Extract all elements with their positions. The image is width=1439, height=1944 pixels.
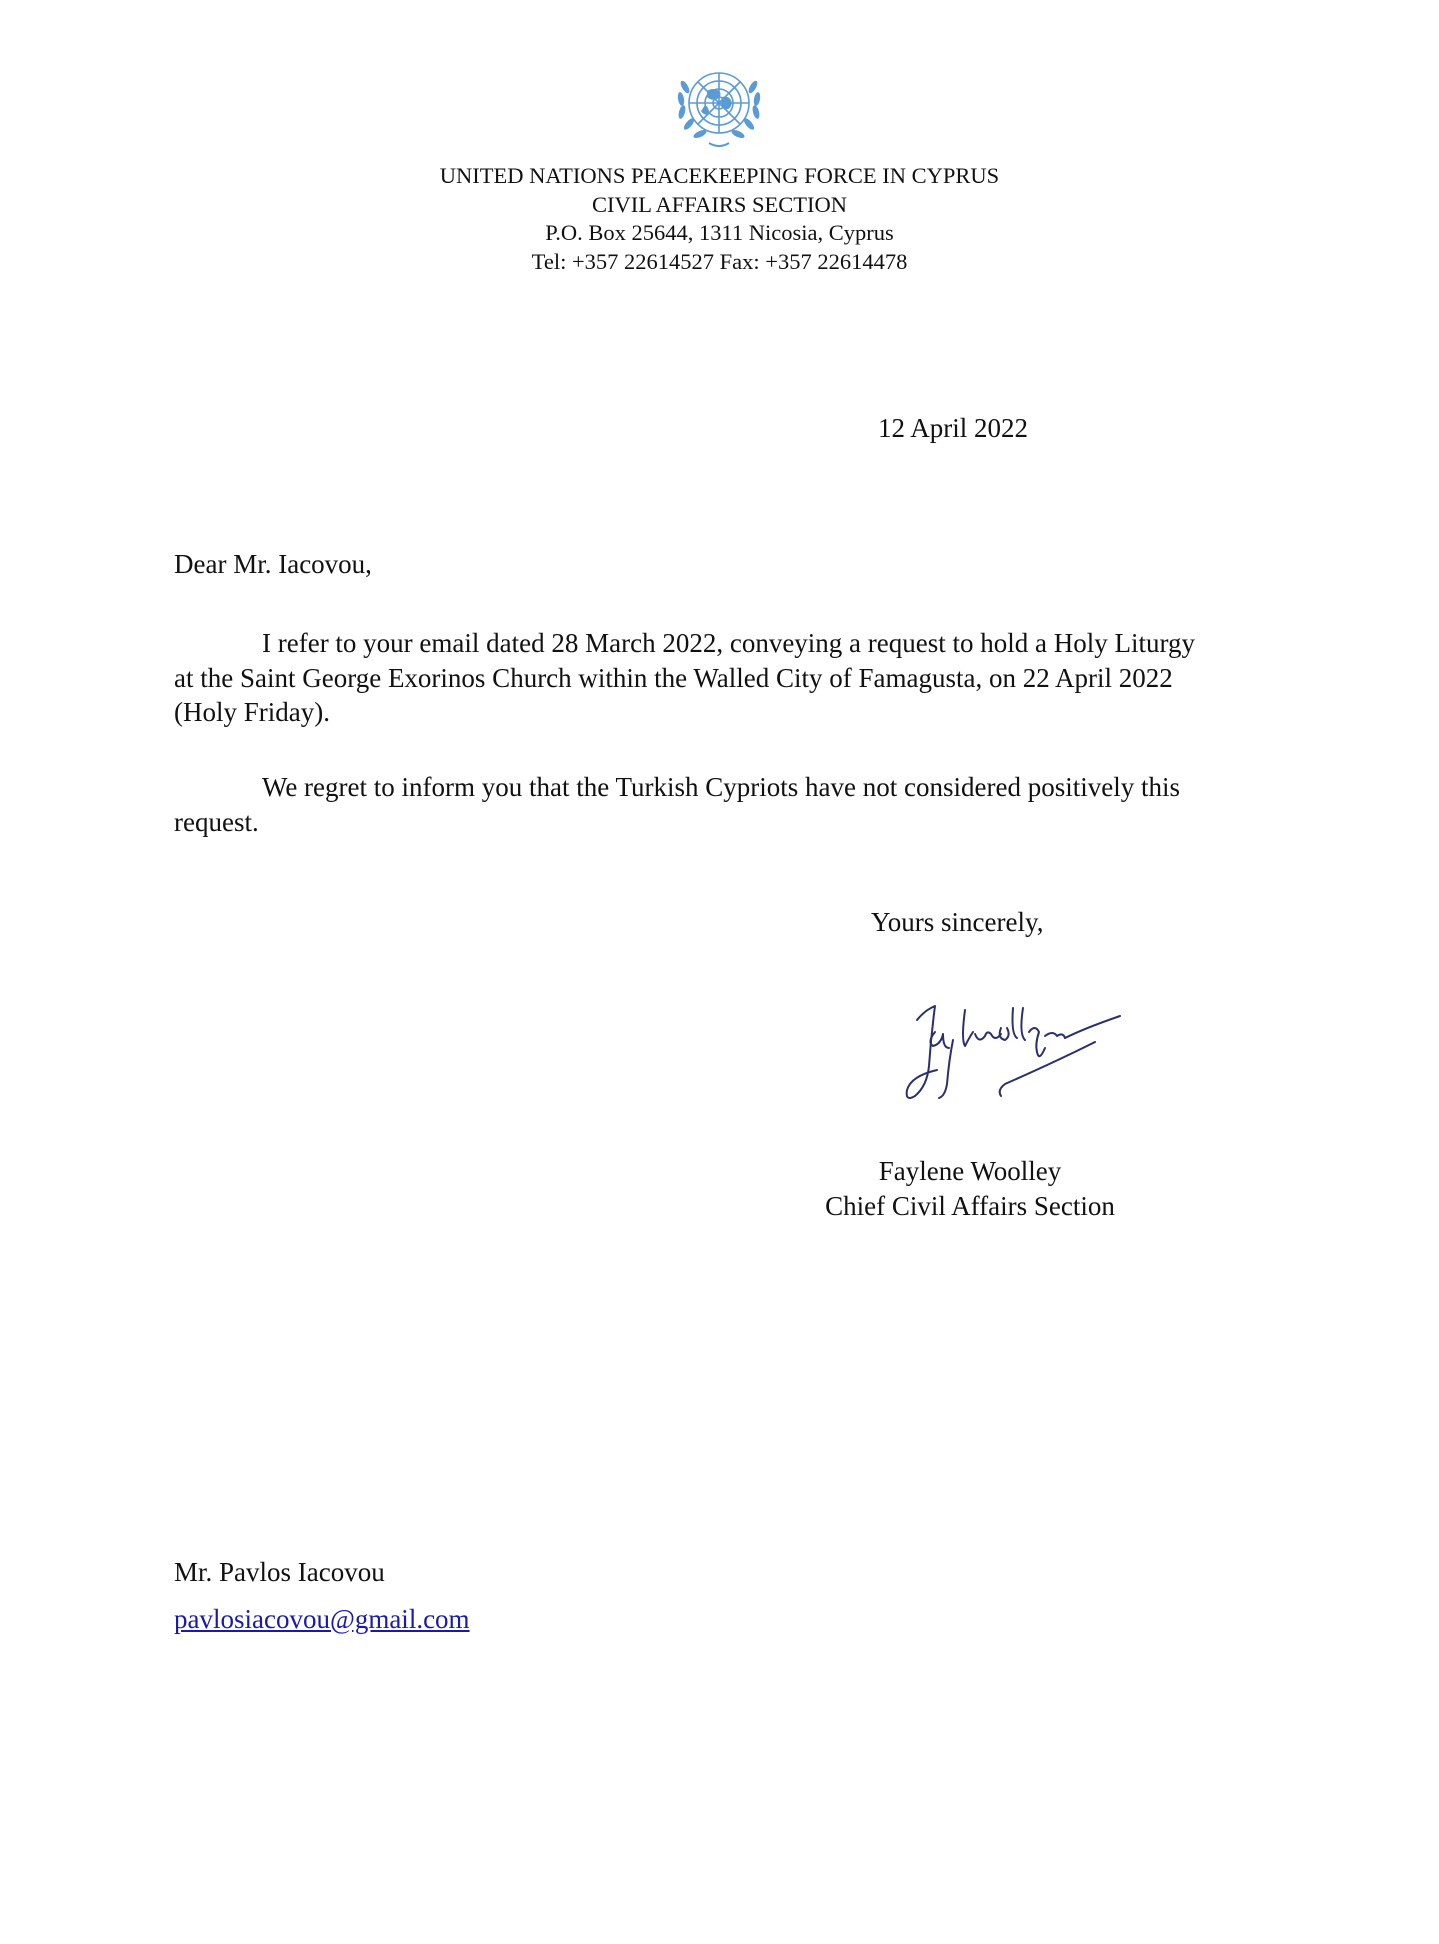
- signer-title: Chief Civil Affairs Section: [825, 1190, 1115, 1221]
- organization-name: UNITED NATIONS PEACEKEEPING FORCE IN CYPRUS: [439, 163, 1000, 188]
- body-paragraph-2: [174, 770, 1274, 839]
- letter-date: 12 April 2022: [878, 413, 1029, 443]
- signer-name: Faylene Woolley: [878, 1156, 1062, 1186]
- paragraph-line: (Holy Friday).: [174, 697, 330, 727]
- signature-image: [895, 980, 1155, 1140]
- paragraph-line: at the Saint George Exorinos Church within the Walled City of Famagusta, on 22 April 2022: [174, 662, 1173, 693]
- signer-block: [780, 1154, 1160, 1223]
- paragraph-line: request.: [174, 806, 259, 837]
- postal-address: P.O. Box 25644, 1311 Nicosia, Cyprus: [545, 220, 894, 245]
- salutation: Dear Mr. Iacovou,: [174, 549, 372, 579]
- paragraph-line: I refer to your email dated 28 March 2022, conveying a request to hold a Holy Liturgy: [262, 628, 1195, 658]
- un-emblem-icon: [659, 55, 779, 155]
- contact-numbers: Tel: +357 22614527 Fax: +357 22614478: [531, 248, 908, 274]
- body-paragraph-1: [174, 626, 1274, 730]
- paragraph-line: We regret to inform you that the Turkish Cypriots have not considered positively this: [262, 772, 1180, 802]
- recipient-name: Mr. Pavlos Iacovou: [174, 1557, 385, 1587]
- closing: Yours sincerely,: [871, 907, 1044, 937]
- recipient-email-link[interactable]: pavlosiacovou@gmail.com: [174, 1604, 470, 1634]
- section-name: CIVIL AFFAIRS SECTION: [591, 191, 848, 217]
- letterhead: [0, 162, 1439, 276]
